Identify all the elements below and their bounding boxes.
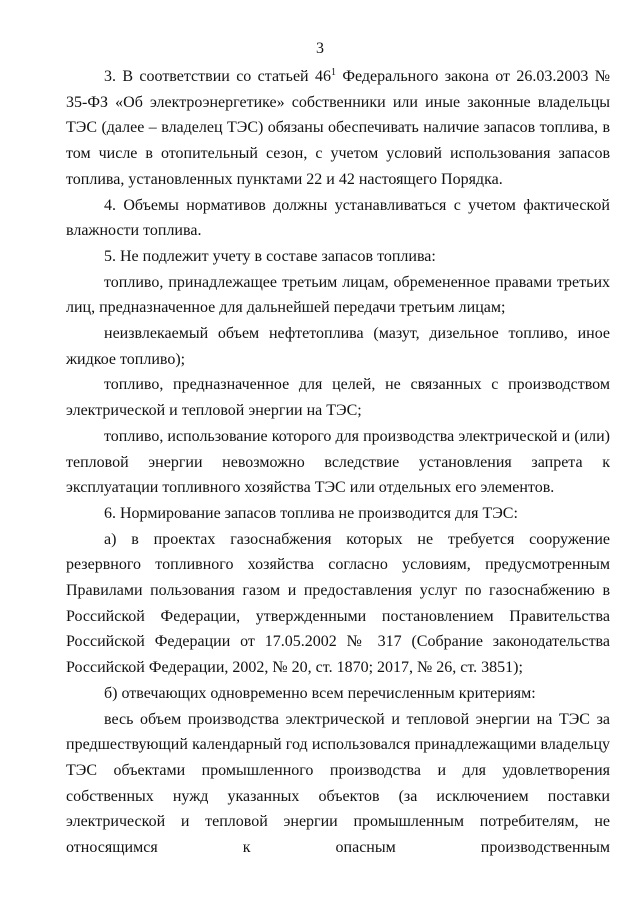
list-item-third-party-fuel: топливо, принадлежащее третьим лицам, обремененное правами третьих лиц, предназначенное для дальнейшей передачи третьим лицам; [66, 273, 610, 317]
paragraph-item-3 [66, 64, 610, 193]
page-number: 3 [316, 40, 324, 57]
paragraph-item-4: 4. Объемы нормативов должны устанавливаться с учетом фактической влажности топлива. [66, 196, 610, 240]
subitem-b: б) отвечающих одновременно всем перечисленным критериям: [104, 684, 536, 702]
paragraph-item-5: 5. Не подлежит учету в составе запасов топлива: [104, 247, 436, 265]
paragraph-item-3-text-end: Федерального закона от 26.03.2003 № 35-ФЗ «Об электроэнергетике» собственники или иные законные владельцы ТЭС (далее – владелец ТЭС) обязаны обеспечивать наличие запасов топлива, в том числе в отопительный сезон, с учетом условий использования запасов топлива, установленных пунктами 22 и 42 настоящего Порядка. [66, 68, 611, 188]
criteria-item-own-consumption: весь объем производства электрической и тепловой энергии на ТЭС за предшествующий календарный год использовался принадлежащими владельцу ТЭС объектами промышленного производства и для удовлетворения собственных нужд указанных объектов (за исключением поставки электрической и тепловой энергии промышленным потребителям, не относящимся к опасным производственным [66, 710, 610, 857]
list-item-non-energy-fuel: топливо, предназначенное для целей, не связанных с производством электрической и тепловой энергии на ТЭС; [66, 376, 610, 420]
list-item-unrecoverable-oil-fuel: неизвлекаемый объем нефтетоплива (мазут, дизельное топливо, иное жидкое топливо); [66, 325, 610, 368]
document-body [66, 64, 610, 861]
superscript-marker: 1 [331, 67, 336, 78]
list-item-prohibited-fuel: топливо, использование которого для производства электрической и (или) тепловой энергии невозможно вследствие установления запрета к эксплуатации топливного хозяйства ТЭС или отдельных его элементов. [66, 427, 610, 497]
paragraph-item-6: 6. Нормирование запасов топлива не производится для ТЭС: [104, 504, 518, 522]
subitem-a: а) в проектах газоснабжения которых не требуется сооружение резервного топливного хозяйства согласно условиям, предусмотренным Правилами пользования газом и предоставления услуг по газоснабжению в Российской Федерации, утвержденными постановлением Правительства Российской Федерации от 17.05.2002 № 317 (Собрание законодательства Российской Федерации, 2002, № 20, ст. 1870; 2017, № 26, ст. 3851); [66, 530, 610, 677]
paragraph-item-3-text-start: 3. В соответствии со статьей 46 [104, 68, 331, 85]
